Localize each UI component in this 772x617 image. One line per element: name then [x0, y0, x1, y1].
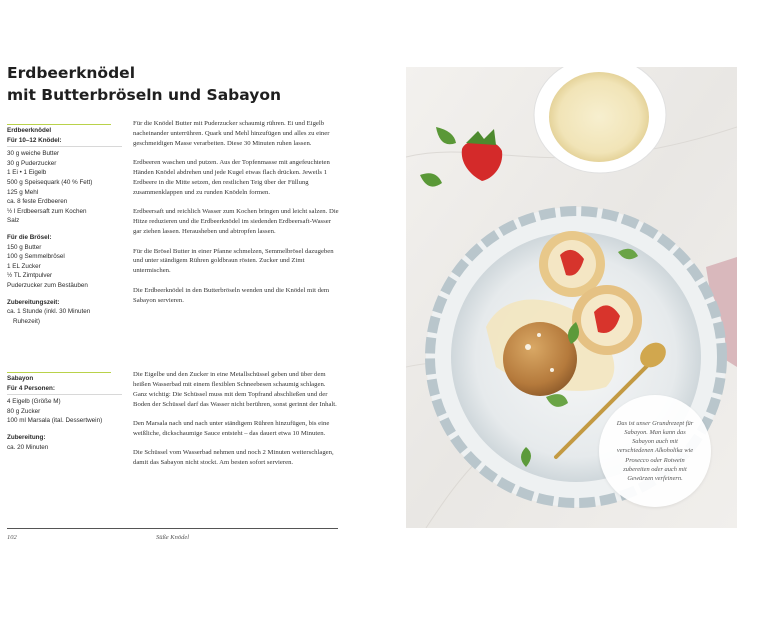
instruction-paragraph: Die Schüssel vom Wasserbad nehmen und noch 2 Minuten weiterschlagen, damit das Sabayon nicht stockt. Am besten sofort servieren.: [133, 449, 334, 467]
footer-rule: [7, 528, 338, 529]
divider: [7, 394, 122, 395]
accent-rule-knoedel: [7, 124, 111, 125]
prep-time-value: ca. 1 Stunde (inkl. 30 Minuten: [7, 308, 91, 316]
section-title: Süße Knödel: [156, 534, 190, 541]
recipe-title: [7, 62, 337, 106]
ingredient-item: 500 g Speisequark (40 % Fett): [7, 178, 93, 186]
sabayon-heading: Sabayon: [7, 375, 34, 382]
instruction-paragraph: Erdbeeren waschen und putzen. Aus der Topfenmasse mit angefeuchteten Händen Knödel abdrehen und jede Kugel etwas flach drücken. Jeweils 1 Erdbeere in die Mitte setzen, den restlichen Teig über der Füllung zusammenklappen und zu runden Knödeln formen.: [133, 159, 330, 196]
ingredient-item: 125 g Mehl: [7, 188, 39, 196]
title-line-1: Erdbeerknödel: [7, 64, 136, 82]
prep-time-heading: Zubereitungszeit:: [7, 298, 60, 306]
tip-text: Das ist unser Grundrezept für Sabayon. Man kann das Sabayon auch mit verschiedenen Alkoholika wie Prosecco oder Rotwein zubereiten oder auch mit Gewürzen verfeinern.: [616, 419, 694, 482]
ingredient-item: ca. 8 feste Erdbeeren: [7, 198, 68, 206]
divider: [7, 146, 122, 147]
ingredient-item: ½ l Erdbeersaft zum Kochen: [7, 207, 87, 215]
ingredient-item: 30 g weiche Butter: [7, 150, 60, 158]
sabayon-instructions: [133, 370, 341, 478]
ingredient-item: Salz: [7, 217, 20, 225]
instruction-paragraph: Die Eigelbe und den Zucker in eine Metallschüssel geben und über dem heißen Wasserbad mit einem flexiblen Schneebesen schaumig schlagen. Ganz wichtig: Die Schüssel muss mit dem Topfrand abschließen und der Boden der Schüssel darf das Wasser nicht berühren, sonst gerinnt der Inhalt.: [133, 371, 337, 408]
ingredient-item: 1 Ei • 1 Eigelb: [7, 169, 47, 177]
title-line-2: mit Butterbröseln und Sabayon: [7, 86, 282, 104]
instruction-paragraph: Die Erdbeerknödel in den Butterbröseln wenden und die Knödel mit dem Sabayon servieren.: [133, 286, 330, 304]
tip-bubble: [599, 395, 711, 507]
ingredient-item: 80 g Zucker: [7, 407, 41, 415]
ingredient-item: 1 EL Zucker: [7, 262, 41, 270]
prep-time-value: Ruhezeit): [13, 317, 40, 325]
knoedel-instructions: [133, 119, 341, 315]
ingredient-item: 100 ml Marsala (ital. Dessertwein): [7, 417, 103, 425]
knoedel-heading: Erdbeerknödel: [7, 127, 52, 134]
sabayon-ingredients: [7, 374, 122, 452]
ingredient-item: Puderzucker zum Bestäuben: [7, 281, 88, 289]
sabayon-yield: Für 4 Personen:: [7, 384, 55, 392]
ingredient-item: 100 g Semmelbrösel: [7, 253, 65, 261]
instruction-paragraph: Für die Brösel Butter in einer Pfanne schmelzen, Semmelbrösel dazugeben und unter ständigem Rühren goldbraun rösten. Zucker und Zimt untermischen.: [133, 247, 334, 275]
instruction-paragraph: Den Marsala nach und nach unter ständigem Rühren hinzufügen, bis eine weißliche, dickschaumige Sauce entsteht – das dauert etwa 10 Minuten.: [133, 420, 330, 438]
prep-time-heading: Zubereitung:: [7, 433, 46, 441]
knoedel-ingredients: [7, 126, 122, 326]
ingredient-item: 150 g Butter: [7, 243, 42, 251]
broesel-heading: Für die Brösel:: [7, 233, 52, 241]
ingredient-item: 4 Eigelb (Größe M): [7, 398, 61, 406]
prep-time-value: ca. 20 Minuten: [7, 443, 49, 451]
knoedel-yield: Für 10–12 Knödel:: [7, 136, 62, 144]
ingredient-item: 30 g Puderzucker: [7, 159, 57, 167]
instruction-paragraph: Erdbeersaft und reichlich Wasser zum Kochen bringen und leicht salzen. Die Hitze reduzieren und die Erdbeerknödel im siedenden Erdbeersaft-Wasser gar ziehen lassen. Herausheben und abtropfen lassen.: [133, 208, 339, 236]
instruction-paragraph: Für die Knödel Butter mit Puderzucker schaumig rühren. Ei und Eigelb nacheinander unterrühren. Quark und Mehl hinzufügen und alles zu einer geschmeidigen Masse verarbeiten. Diese 30 Minuten ruhen lassen.: [133, 120, 330, 147]
page-number: 102: [7, 534, 17, 541]
accent-rule-sabayon: [7, 372, 111, 373]
ingredient-item: ½ TL Zimtpulver: [7, 272, 53, 280]
